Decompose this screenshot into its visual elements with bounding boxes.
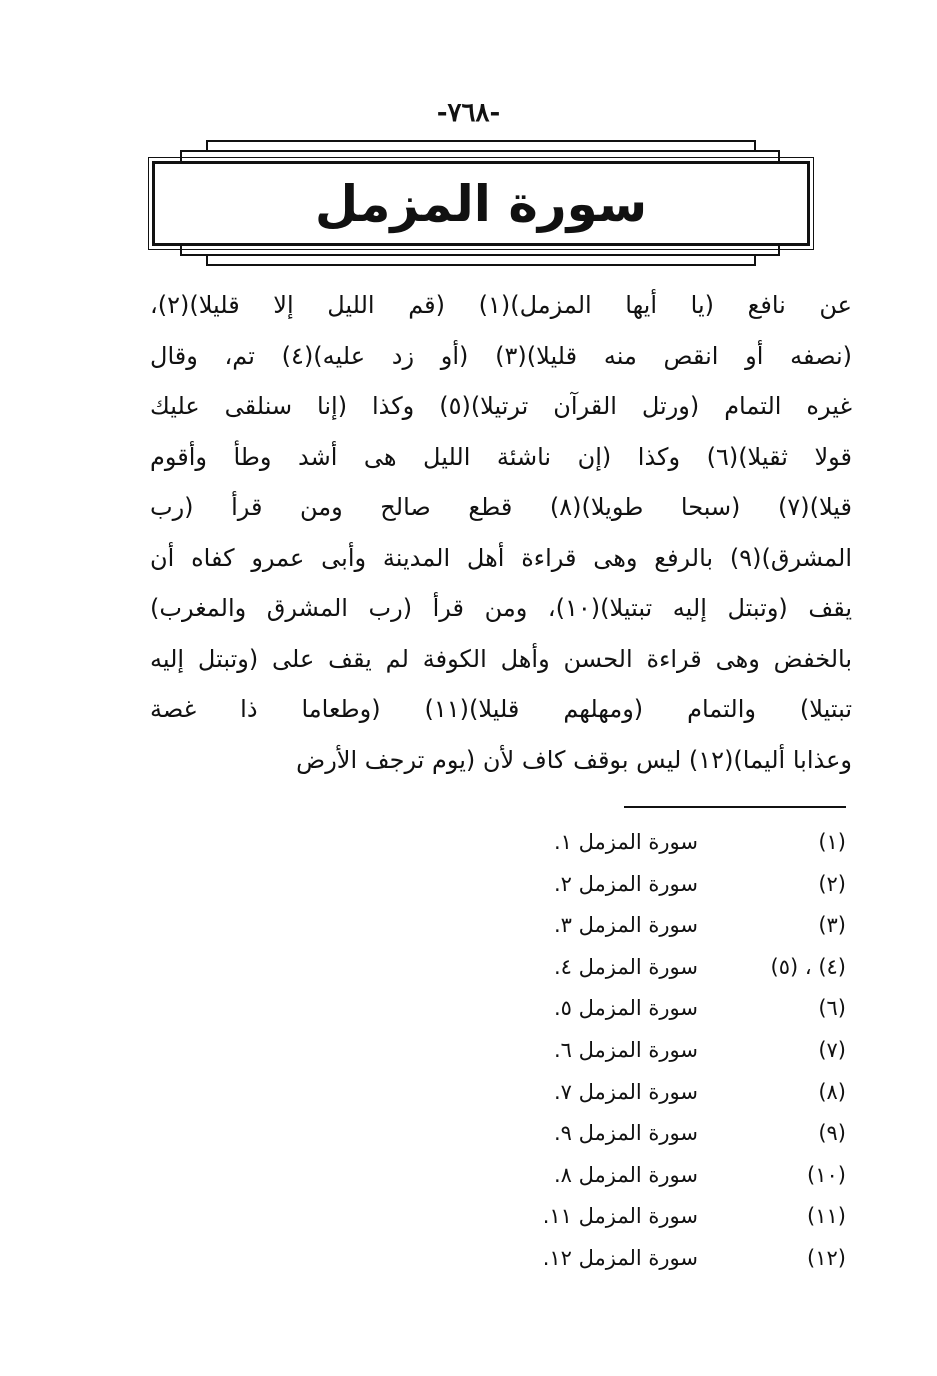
footnote-reference: سورة المزمل ٨. — [553, 1162, 698, 1187]
body-line: قولا ثقيلا)(٦) وكذا (إن ناشئة الليل هى أشد وطأ وأقوم — [150, 442, 853, 471]
footnote — [460, 1238, 850, 1280]
footnote-reference: سورة المزمل ٧. — [553, 1079, 698, 1104]
footnote — [460, 1155, 850, 1197]
page-number: -٧٦٨- — [436, 98, 501, 128]
footnote-separator — [624, 806, 846, 808]
footnote — [460, 864, 850, 906]
surah-title: سورة المزمل — [314, 174, 648, 233]
footnote-number: (٣) — [818, 913, 846, 938]
footnote-reference: سورة المزمل ١١. — [542, 1204, 698, 1229]
body-text — [150, 280, 852, 785]
body-line: وعذابا أليما)(١٢) ليس بوقف كاف لأن (يوم ترجف الأرض — [296, 745, 852, 774]
title-frame-decoration — [206, 254, 756, 266]
body-line: المشرق)(٩) بالرفع وهى قراءة أهل المدينة وأبى عمرو كفاه أن — [150, 543, 852, 572]
body-line: يقف (وتبتل إليه تبتيلا)(١٠)، ومن قرأ (رب المشرق والمغرب) — [150, 594, 853, 622]
footnote-reference: سورة المزمل ٩. — [553, 1121, 698, 1146]
footnote-reference: سورة المزمل ١. — [553, 830, 698, 854]
footnote-reference: سورة المزمل ٥. — [553, 996, 698, 1021]
footnote — [460, 988, 850, 1030]
footnote-number: (٧) — [818, 1037, 846, 1062]
footnote — [460, 1030, 850, 1072]
footnote-reference: سورة المزمل ٣. — [553, 913, 698, 938]
body-line: قيلا)(٧) (سبحا طويلا)(٨) قطع صالح ومن قرأ (رب — [150, 493, 852, 521]
footnote — [460, 822, 850, 864]
footnote-reference: سورة المزمل ٦. — [553, 1037, 698, 1062]
footnote-number: (٦) — [818, 996, 846, 1021]
body-line: بالخفض وهى قراءة الحسن وأهل الكوفة لم يقف على (وتبتل إليه — [150, 644, 852, 673]
footnote-number: (١٠) — [807, 1162, 846, 1187]
body-line: عن نافع (يا أيها المزمل)(١) (قم الليل إلا قليلا)(٢)، — [150, 291, 853, 319]
body-line: (نصفه أو انقص منه قليلا)(٣) (أو زد عليه)(٤) تم، وقال — [150, 341, 852, 370]
footnote-reference: سورة المزمل ٢. — [553, 871, 698, 896]
footnote-number: (١١) — [807, 1204, 846, 1229]
footnote-number: (٨) — [818, 1079, 846, 1104]
footnotes — [460, 822, 850, 1280]
footnote-reference: سورة المزمل ١٢. — [542, 1245, 698, 1270]
footnote — [460, 905, 850, 947]
footnote-reference: سورة المزمل ٤. — [553, 954, 698, 979]
title-box — [152, 161, 810, 246]
footnote-number: (٢) — [818, 871, 846, 896]
footnote-number: (١٢) — [807, 1245, 846, 1270]
body-line: غيره التمام (ورتل القرآن ترتيلا)(٥) وكذا (إنا سنلقى عليك — [150, 392, 852, 420]
footnote — [460, 1113, 850, 1155]
footnote-number: (١) — [818, 830, 846, 854]
footnote-number: (٩) — [818, 1121, 846, 1146]
footnote-number: (٤) ، (٥) — [770, 954, 846, 979]
footnote — [460, 947, 850, 989]
body-line: تبتيلا) والتمام (ومهلهم قليلا)(١١) (وطعاما ذا غصة — [150, 695, 852, 723]
footnote — [460, 1072, 850, 1114]
footnote — [460, 1196, 850, 1238]
